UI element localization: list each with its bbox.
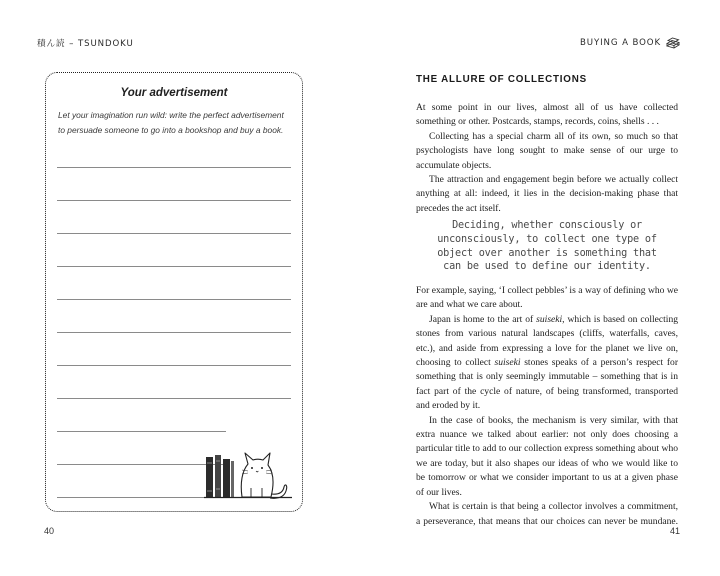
writing-line[interactable] bbox=[57, 398, 291, 399]
running-header-right bbox=[580, 37, 680, 49]
writing-line[interactable] bbox=[57, 497, 226, 498]
writing-line[interactable] bbox=[57, 167, 291, 168]
italic-term: suiseki bbox=[536, 313, 563, 325]
card-instructions: Let your imagination run wild: write the perfect advertisement to persuade someone to go into a bookshop and buy a book. bbox=[58, 110, 284, 135]
page-number: 41 bbox=[669, 526, 680, 536]
paragraph: For example, saying, ‘I collect pebbles’ is a way of defining who we are and what we care about. bbox=[416, 285, 678, 311]
writing-line[interactable] bbox=[57, 365, 291, 366]
paragraph: In the case of books, the mechanism is very similar, with that extra nuance we talked about earlier: not only does choosing a particular title to add to our collection express something about who we are today, but it also shapes our ideas of who we would like to be tomorrow or what we consider important to us at a given phase of our lives. bbox=[416, 414, 678, 498]
text-run: stones speaks of a person’s respect for something that is only seemingly immutable – something that is in fact part of the cycle of nature, of being transformed, transported and eroded by it. bbox=[416, 357, 678, 412]
pull-quote: Deciding, whether consciously or unconsciously, to collect one type of object over another is something that can be used to define our identity. bbox=[437, 220, 657, 273]
card-title: Your advertisement bbox=[120, 87, 228, 99]
writing-line[interactable] bbox=[57, 431, 226, 432]
section-heading: THE ALLURE OF COLLECTIONS bbox=[416, 74, 587, 85]
paragraph-suiseki bbox=[416, 313, 678, 414]
paragraph: What is certain is that being a collector involves a commitment, a perseverance, that means that our choices can never be mundane. bbox=[416, 501, 678, 527]
page-number: 40 bbox=[44, 526, 55, 536]
writing-line[interactable] bbox=[57, 332, 291, 333]
cat-with-books-illustration bbox=[204, 431, 292, 508]
book-stack-icon bbox=[666, 37, 680, 49]
paragraph: At some point in our lives, almost all of us have collected something or other. Postcards, stamps, records, coins, shells . . . bbox=[416, 102, 678, 128]
writing-line[interactable] bbox=[57, 266, 291, 267]
paragraph: The attraction and engagement begin before we actually collect anything at all: indeed, it lies in the decision-making phase that precedes the act itself. bbox=[416, 174, 678, 214]
running-header-left: 積ん読 – TSUNDOKU bbox=[37, 39, 134, 49]
text-run: Japan is home to the art of bbox=[429, 313, 537, 325]
writing-line[interactable] bbox=[57, 233, 291, 234]
writing-line[interactable] bbox=[57, 464, 226, 465]
writing-line[interactable] bbox=[57, 299, 291, 300]
text-run: , which is based on collecting stones from various natural landscapes (cliffs, waterfalls, caves, etc.), and aside from expressing a love for the planet we live on, choosing to collect bbox=[416, 313, 678, 369]
body-text-top bbox=[416, 101, 678, 216]
running-header-right-text: BUYING A BOOK bbox=[579, 38, 661, 48]
body-text-bottom bbox=[416, 284, 678, 529]
advertisement-card bbox=[45, 72, 303, 512]
writing-line[interactable] bbox=[57, 200, 291, 201]
italic-term: suiseki bbox=[494, 357, 521, 369]
paragraph: Collecting has a special charm all of its own, so much so that psychologists have long sought to make sense of our urge to accumulate objects. bbox=[416, 130, 678, 171]
